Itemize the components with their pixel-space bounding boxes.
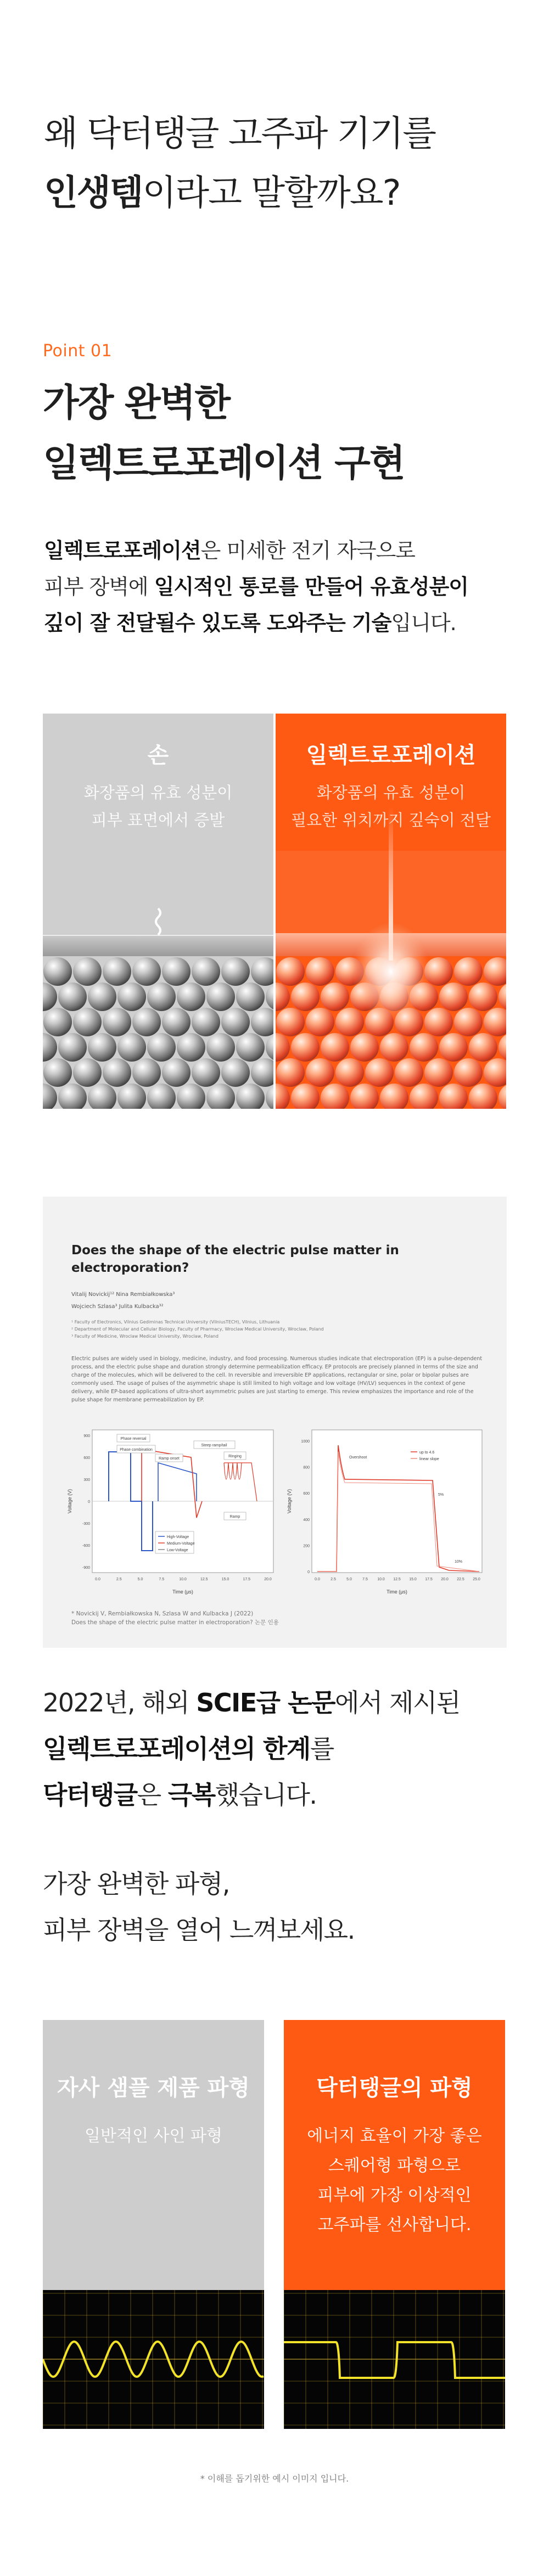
statement-text: 2022년, 해외 bbox=[43, 1688, 197, 1718]
paper-authors-line2: Wojciech Szlasa³ Julita Kulbacka³² bbox=[71, 1304, 164, 1310]
wave-drtangle-line4: 고주파를 선사합니다. bbox=[317, 2215, 472, 2235]
cell-sphere bbox=[306, 1008, 334, 1036]
description-line1 bbox=[44, 532, 516, 569]
cell-sphere bbox=[276, 1033, 290, 1062]
wave-competitor-title: 자사 샘플 제품 파형 bbox=[57, 2075, 250, 2101]
chart1-xlabel: Time (μs) bbox=[172, 1589, 193, 1595]
cell-sphere bbox=[276, 983, 290, 1011]
square-trace bbox=[284, 2342, 505, 2378]
statement-line3 bbox=[43, 1772, 520, 1818]
cell-sphere bbox=[439, 1084, 468, 1109]
cell-sphere bbox=[221, 1008, 250, 1036]
cell-sphere bbox=[117, 1084, 146, 1109]
cell-sphere bbox=[439, 983, 468, 1011]
tick-label: 0.0 bbox=[95, 1578, 100, 1581]
tick-label: 5.0 bbox=[346, 1578, 352, 1581]
paper-affiliation: ² Department of Molecular and Cellular Biology, Faculty of Pharmacy, Wroclaw Medical University, Wroclaw, Poland bbox=[71, 1327, 324, 1332]
compare-hand-caption bbox=[43, 714, 273, 834]
wave-drtangle-title: 닥터탱글의 파형 bbox=[316, 2075, 473, 2101]
statement-2-line2: 피부 장벽을 열어 느껴보세요. bbox=[43, 1915, 355, 1945]
description-text: 입니다. bbox=[391, 611, 456, 635]
cell-sphere bbox=[266, 1084, 273, 1109]
statement-bold: 극복 bbox=[167, 1780, 215, 1810]
chart1-ylabel: Voltage (V) bbox=[67, 1489, 72, 1514]
cell-sphere bbox=[177, 983, 205, 1011]
tick-label: -300 bbox=[82, 1522, 90, 1526]
cell-sphere bbox=[177, 1084, 205, 1109]
chart1-legend: Medium-Voltage bbox=[167, 1542, 195, 1546]
paper-authors bbox=[71, 1289, 175, 1313]
cell-sphere bbox=[454, 957, 483, 986]
cell-sphere bbox=[43, 957, 72, 986]
headline-bold: 인생템 bbox=[44, 173, 143, 214]
description-bold: 일렉트로포레이션 bbox=[44, 538, 201, 563]
cell-sphere bbox=[147, 1084, 176, 1109]
headline bbox=[44, 104, 516, 223]
compare-electroporation-line1: 화장품의 유효 성분이 bbox=[316, 783, 466, 802]
description bbox=[44, 532, 516, 641]
compare-electroporation-line2: 필요한 위치까지 깊숙이 전달 bbox=[291, 811, 491, 829]
cell-sphere bbox=[117, 983, 146, 1011]
cell-sphere bbox=[73, 957, 102, 986]
compare-electroporation-panel bbox=[276, 714, 506, 1109]
compare-hand-line2: 피부 표면에서 증발 bbox=[91, 811, 225, 829]
chart2-note: 5% bbox=[438, 1493, 444, 1497]
tick-label: 300 bbox=[83, 1478, 90, 1482]
cell-sphere bbox=[88, 1033, 116, 1062]
cell-sphere bbox=[424, 1008, 453, 1036]
description-text: 은 미세한 전기 자극으로 bbox=[200, 538, 415, 563]
cell-sphere bbox=[335, 1058, 364, 1087]
paper-affiliations bbox=[71, 1318, 456, 1340]
cell-sphere bbox=[236, 1084, 265, 1109]
statement-text: 은 bbox=[137, 1780, 168, 1810]
tick-label: 2.5 bbox=[116, 1578, 122, 1581]
cell-sphere bbox=[469, 1084, 497, 1109]
tick-label: 12.5 bbox=[200, 1578, 208, 1581]
statement-line2 bbox=[43, 1726, 520, 1772]
compare-hand-panel bbox=[43, 714, 273, 1109]
cell-sphere bbox=[147, 1033, 176, 1062]
cell-sphere bbox=[236, 1033, 265, 1062]
cell-sphere bbox=[291, 1033, 320, 1062]
tick-label: 12.5 bbox=[393, 1578, 401, 1581]
wave-competitor-line1: 일반적인 사인 파형 bbox=[85, 2126, 222, 2146]
paper-figure-right bbox=[284, 1419, 488, 1600]
tick-label: 0 bbox=[307, 1570, 310, 1574]
chart1-note: Phase reversal bbox=[120, 1437, 147, 1441]
cell-sphere bbox=[498, 983, 506, 1011]
headline-line1: 왜 닥터탱글 고주파 기기를 bbox=[44, 114, 436, 154]
tick-label: 5.0 bbox=[137, 1578, 143, 1581]
square-wave-graph bbox=[284, 2290, 505, 2429]
cell-sphere bbox=[43, 1033, 57, 1062]
chart2-note: Overshoot bbox=[349, 1456, 367, 1460]
cell-sphere bbox=[132, 1008, 161, 1036]
cell-sphere bbox=[43, 983, 57, 1011]
cell-sphere bbox=[221, 957, 250, 986]
section-title-line1: 가장 완벽한 bbox=[43, 381, 230, 425]
section-title bbox=[43, 373, 405, 494]
cell-sphere bbox=[162, 957, 191, 986]
headline-line2 bbox=[44, 164, 516, 223]
cell-sphere bbox=[454, 1008, 483, 1036]
cell-sphere bbox=[410, 1033, 438, 1062]
chart2-ylabel: Voltage (V) bbox=[287, 1489, 292, 1514]
statement bbox=[43, 1680, 520, 1818]
cell-sphere bbox=[251, 957, 273, 986]
tick-label: 22.5 bbox=[457, 1578, 464, 1581]
cell-sphere bbox=[43, 1008, 72, 1036]
tick-label: 20.0 bbox=[441, 1578, 449, 1581]
statement-2-line1: 가장 완벽한 파형, bbox=[43, 1869, 229, 1899]
cell-sphere bbox=[350, 1084, 379, 1109]
tick-label: 25.0 bbox=[473, 1578, 480, 1581]
statement-text: 했습니다. bbox=[215, 1780, 317, 1810]
cell-sphere bbox=[58, 1033, 87, 1062]
oscilloscope-square bbox=[284, 2290, 505, 2429]
wave-drtangle-line2: 스퀘어형 파형으로 bbox=[328, 2156, 461, 2175]
tick-label: 800 bbox=[303, 1466, 310, 1470]
paper-citation-line1: * Novickij V, Rembiałkowska N, Szlasa W and Kulbacka J (2022) bbox=[71, 1610, 254, 1617]
paper-excerpt bbox=[43, 1197, 507, 1648]
tick-label: 1000 bbox=[301, 1440, 310, 1444]
statement-2 bbox=[43, 1861, 520, 1953]
cell-sphere bbox=[291, 1084, 320, 1109]
cell-sphere bbox=[469, 1033, 497, 1062]
wave-drtangle-caption bbox=[284, 2020, 505, 2240]
cell-sphere bbox=[484, 1008, 506, 1036]
headline-rest: 이라고 말할까요? bbox=[142, 173, 400, 214]
paper-affiliation: ¹ Faculty of Electronics, Vilnius Gediminas Technical University (VilniusTECH), Vilnius, Lithuania bbox=[71, 1320, 280, 1325]
cell-sphere bbox=[321, 1084, 349, 1109]
wave-competitor-panel bbox=[43, 2020, 264, 2429]
cell-sphere bbox=[350, 1033, 379, 1062]
cell-sphere bbox=[266, 1033, 273, 1062]
cell-sphere bbox=[276, 1058, 305, 1087]
paper-title: Does the shape of the electric pulse matter in electroporation? bbox=[71, 1243, 399, 1275]
tick-label: 17.5 bbox=[243, 1578, 251, 1581]
cell-sphere bbox=[395, 1058, 423, 1087]
chart1-note: Steep ramp/tail bbox=[201, 1444, 227, 1447]
cell-sphere bbox=[306, 1058, 334, 1087]
cell-sphere bbox=[206, 983, 235, 1011]
cell-sphere bbox=[380, 1033, 408, 1062]
tick-label: 20.0 bbox=[264, 1578, 272, 1581]
cell-sphere bbox=[177, 1033, 205, 1062]
cell-sphere bbox=[276, 1084, 290, 1109]
cell-sphere bbox=[380, 1084, 408, 1109]
wave-drtangle-line1: 에너지 효율이 가장 좋은 bbox=[307, 2126, 482, 2146]
cell-sphere bbox=[221, 1058, 250, 1087]
cell-sphere bbox=[206, 1084, 235, 1109]
cell-sphere bbox=[321, 983, 349, 1011]
cell-sphere bbox=[484, 1058, 506, 1087]
tick-label: 200 bbox=[303, 1544, 310, 1548]
cell-sphere bbox=[206, 1033, 235, 1062]
cell-sphere bbox=[43, 1084, 57, 1109]
cell-sphere bbox=[88, 1084, 116, 1109]
statement-bold: 일렉트로포레이션의 한계 bbox=[43, 1734, 310, 1764]
description-bold: 깊이 잘 전달될수 있도록 도와주는 기술 bbox=[44, 611, 391, 635]
paper-affiliation: ³ Faculty of Medicine, Wroclaw Medical University, Wroclaw, Poland bbox=[71, 1334, 219, 1339]
statement-line1 bbox=[43, 1680, 520, 1726]
cell-sphere bbox=[103, 1058, 131, 1087]
cell-sphere bbox=[43, 1058, 72, 1087]
cell-sphere bbox=[251, 1058, 273, 1087]
cell-sphere bbox=[132, 957, 161, 986]
compare-electroporation-caption bbox=[276, 714, 506, 834]
paper-figure-left bbox=[65, 1419, 284, 1600]
description-bold: 일시적인 통로를 만들어 유효성분이 bbox=[154, 575, 469, 599]
chart2-legend: linear slope bbox=[419, 1457, 439, 1461]
statement-text: 에서 제시된 bbox=[335, 1688, 460, 1718]
wave-drtangle-line3: 피부에 가장 이상적인 bbox=[317, 2186, 472, 2205]
chart2-legend: up to 4.6 bbox=[419, 1451, 435, 1455]
cell-sphere bbox=[147, 983, 176, 1011]
cell-sphere bbox=[424, 1058, 453, 1087]
cell-sphere bbox=[454, 1058, 483, 1087]
cell-sphere bbox=[469, 983, 497, 1011]
point-label: Point 01 bbox=[43, 341, 113, 361]
paper-authors-line1: Vitalij Novickij¹² Nina Rembiałkowska³ bbox=[71, 1292, 175, 1298]
cell-sphere bbox=[162, 1058, 191, 1087]
cell-sphere bbox=[251, 1008, 273, 1036]
cell-sphere bbox=[73, 1058, 102, 1087]
chart1-note: Ringing bbox=[228, 1455, 242, 1458]
cell-sphere bbox=[484, 957, 506, 986]
chart1-note: Phase combination bbox=[120, 1448, 153, 1452]
tick-label: 400 bbox=[303, 1518, 310, 1522]
oscilloscope-sine bbox=[43, 2290, 264, 2429]
statement-bold: 닥터탱글 bbox=[43, 1780, 137, 1810]
chart2-note: 10% bbox=[455, 1560, 463, 1564]
chart1-note: Ramp bbox=[229, 1515, 240, 1519]
cell-sphere bbox=[365, 1058, 394, 1087]
description-line3 bbox=[44, 605, 516, 641]
cell-sphere bbox=[236, 983, 265, 1011]
cell-sphere bbox=[439, 1033, 468, 1062]
tick-label: 10.0 bbox=[377, 1578, 385, 1581]
cell-sphere bbox=[192, 1008, 220, 1036]
paper-abstract: Electric pulses are widely used in biology, medicine, industry, and food processing. Numerous studies indicate that electroporation (EP) is a pulse-dependent process, and the electric pulse shape and duration strongly determine permeabilization efficacy. EP protocols are precisely planned in terms of the size and charge of the molecules, which will be delivered to the cell. In reversible and irreversible EP applications, rectangular or sine, polar or bipolar pulses are commonly used. The usage of pulses of the asymmetric shape is still limited to high voltage and low voltage (HV/LV) sequences in the context of gene delivery, while EP-based applications of ultra-short asymmetric pulses are just starting to emerge. This review emphasizes the importance and role of the pulse shape for membrane permeabilization by EP. bbox=[71, 1356, 483, 1403]
tick-label: 2.5 bbox=[330, 1578, 336, 1581]
sine-wave-graph bbox=[43, 2290, 264, 2429]
wave-drtangle-panel bbox=[284, 2020, 505, 2429]
paper-citation bbox=[71, 1609, 279, 1627]
tick-label: 0.0 bbox=[315, 1578, 320, 1581]
tick-label: 600 bbox=[83, 1456, 90, 1460]
cell-sphere bbox=[117, 1033, 146, 1062]
statement-bold: SCIE급 논문 bbox=[196, 1688, 335, 1718]
cell-sphere bbox=[498, 1084, 506, 1109]
tick-label: 10.0 bbox=[179, 1578, 187, 1581]
cell-sphere bbox=[410, 1084, 438, 1109]
cell-sphere bbox=[162, 1008, 191, 1036]
tick-label: 15.0 bbox=[409, 1578, 417, 1581]
cell-sphere bbox=[498, 1033, 506, 1062]
tick-label: 0 bbox=[88, 1500, 90, 1504]
cell-sphere bbox=[132, 1058, 161, 1087]
cell-sphere bbox=[103, 957, 131, 986]
chart2-xlabel: Time (μs) bbox=[386, 1589, 407, 1595]
chart1-legend: High-Voltage bbox=[167, 1535, 189, 1539]
cell-sphere bbox=[88, 983, 116, 1011]
cell-sphere bbox=[276, 1008, 305, 1036]
description-text: 피부 장벽에 bbox=[44, 575, 154, 599]
cell-sphere bbox=[306, 957, 334, 986]
cell-sphere bbox=[192, 957, 220, 986]
cell-sphere bbox=[192, 1058, 220, 1087]
cell-sphere bbox=[73, 1008, 102, 1036]
description-line2 bbox=[44, 569, 516, 605]
chart1-legend: Low-Voltage bbox=[167, 1548, 188, 1552]
cell-sphere bbox=[58, 983, 87, 1011]
cell-sphere bbox=[321, 1033, 349, 1062]
compare-hand-title: 손 bbox=[147, 743, 169, 768]
cell-sphere bbox=[335, 1008, 364, 1036]
tick-label: 15.0 bbox=[221, 1578, 229, 1581]
paper-citation-line2: Does the shape of the electric pulse matter in electroporation? 논문 인용 bbox=[71, 1619, 279, 1626]
chart1-note: Ramp onset bbox=[159, 1457, 180, 1461]
statement-text: 를 bbox=[310, 1734, 334, 1764]
wave-competitor-caption bbox=[43, 2020, 264, 2151]
cell-sphere bbox=[58, 1084, 87, 1109]
tick-label: 900 bbox=[83, 1434, 90, 1438]
cell-sphere bbox=[266, 983, 273, 1011]
tick-label: -900 bbox=[82, 1566, 90, 1570]
tick-label: 7.5 bbox=[159, 1578, 165, 1581]
compare-electroporation-title: 일렉트로포레이션 bbox=[306, 743, 476, 768]
cell-sphere bbox=[291, 983, 320, 1011]
cell-sphere bbox=[103, 1008, 131, 1036]
footnote: * 이해를 돕기위한 예시 이미지 입니다. bbox=[200, 2473, 349, 2484]
tick-label: -600 bbox=[82, 1544, 90, 1548]
compare-hand-line1: 화장품의 유효 성분이 bbox=[83, 783, 233, 802]
cell-sphere bbox=[276, 957, 305, 986]
section-title-line2: 일렉트로포레이션 구현 bbox=[43, 442, 405, 485]
tick-label: 7.5 bbox=[362, 1578, 368, 1581]
tick-label: 600 bbox=[303, 1492, 310, 1496]
tick-label: 17.5 bbox=[425, 1578, 433, 1581]
